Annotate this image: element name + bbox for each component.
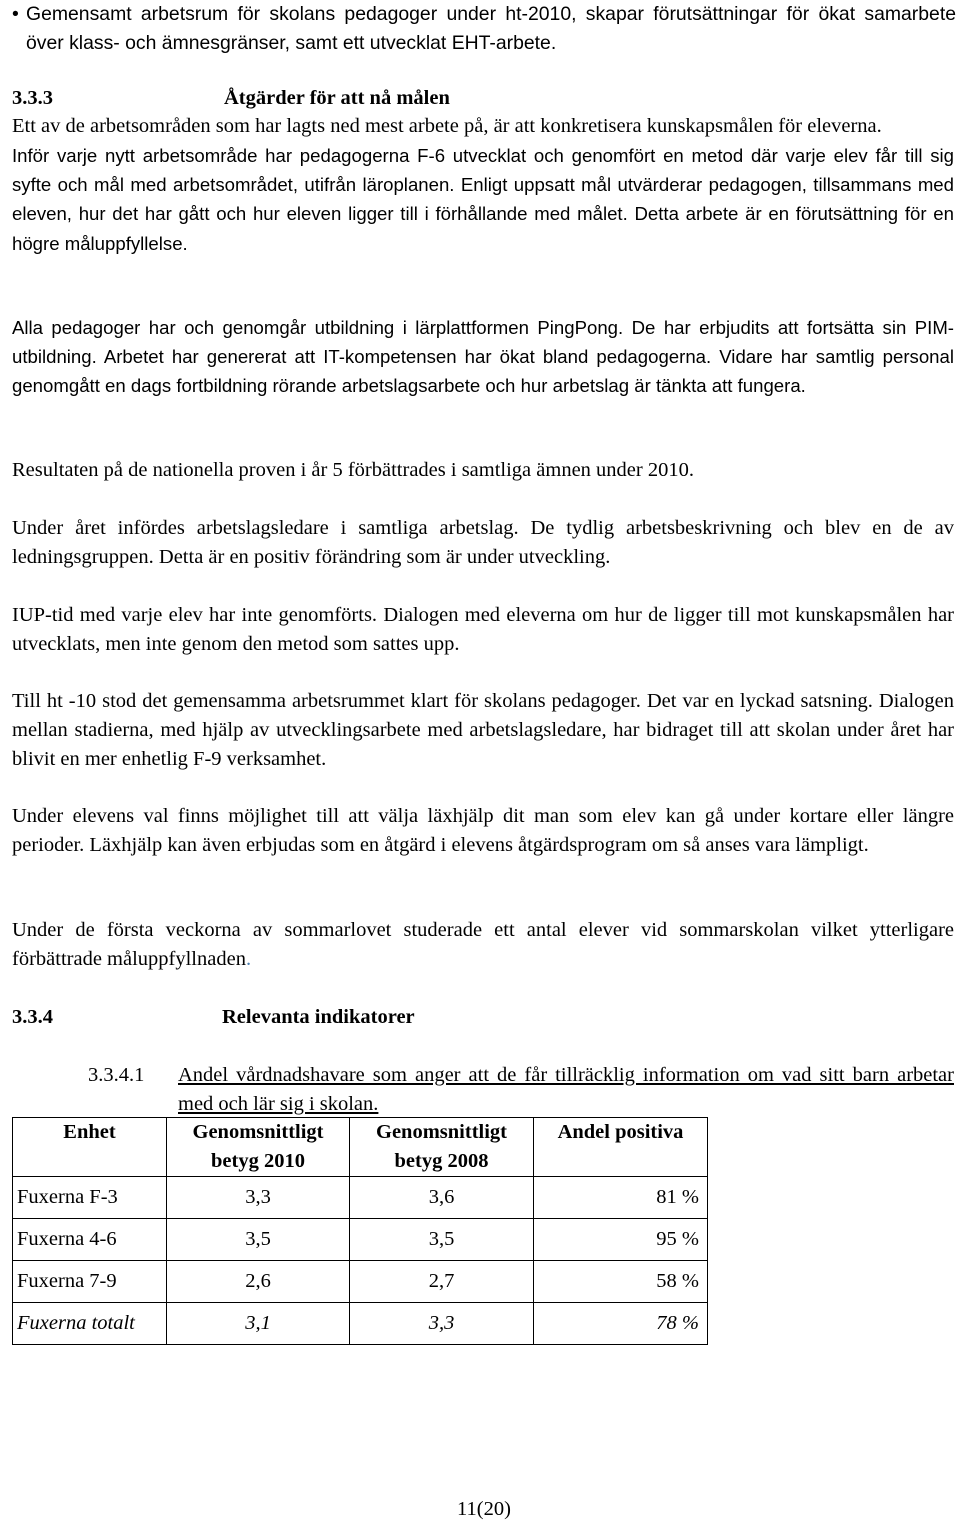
- table-cell-andel: 95 %: [534, 1219, 708, 1261]
- paragraph-arbetsrum: Till ht -10 stod det gemensamma arbetsrummet klart för skolans pedagoger. Det var en lyckad satsning. Dialogen mellan stadierna, med hjälp av utvecklingsarbete med arbetslagsledare, har bidraget till att skolan under året har blivit en mer enhetlig F-9 verksamhet.: [12, 690, 954, 770]
- paragraph-iup-tid: IUP-tid med varje elev har inte genomförts. Dialogen med eleverna om hur de ligger till mot kunskapsmålen har utvecklats, men inte genom den metod som sattes upp.: [12, 604, 954, 655]
- table-cell-unit: Fuxerna totalt: [13, 1303, 167, 1345]
- page-number: 11(20): [457, 1498, 511, 1520]
- table-cell-betyg-2010: 3,5: [167, 1219, 350, 1261]
- paragraph-laxhjalp: Under elevens val finns möjlighet till att välja läxhjälp dit man som elev kan gå under kortare eller längre perioder. Läxhjälp kan även erbjudas som en åtgärd i elevens åtgärdsprogram om så anses vara lämpligt.: [12, 805, 954, 856]
- section-334-title: Relevanta indikatorer: [222, 1006, 415, 1028]
- table-row-total: [13, 1303, 708, 1345]
- bullet-symbol: •: [12, 3, 19, 25]
- bullet-text: Gemensamt arbetsrum för skolans pedagoger under ht-2010, skapar förutsättningar för ökat samarbete över klass- och ämnesgränser, samt ett utvecklat EHT-arbete.: [26, 3, 956, 54]
- table-cell-betyg-2008: 3,3: [350, 1303, 534, 1345]
- paragraph-sommarskola-period: .: [245, 948, 252, 970]
- indicator-table: [12, 1117, 708, 1345]
- paragraph-sommarskola-text: Under de första veckorna av sommarlovet studerade ett antal elever vid sommarskolan vilket ytterligare förbättrade måluppfyllnaden: [12, 919, 954, 970]
- table-cell-betyg-2008: 2,7: [350, 1261, 534, 1303]
- table-cell-andel: 81 %: [534, 1177, 708, 1219]
- table-row: [13, 1261, 708, 1303]
- table-cell-betyg-2010: 2,6: [167, 1261, 350, 1303]
- section-333-title: Åtgärder för att nå målen: [224, 87, 450, 109]
- paragraph-arbetslagsledare: Under året infördes arbetslagsledare i samtliga arbetslag. De tydlig arbetsbeskrivning och blev en de av ledningsgruppen. Detta är en positiv förändring som är under utveckling.: [12, 517, 954, 568]
- subsection-3341-title: Andel vårdnadshavare som anger att de får tillräcklig information om vad sitt barn arbetar med och lär sig i skolan.: [178, 1064, 954, 1115]
- table-cell-unit: Fuxerna F-3: [13, 1177, 167, 1219]
- table-cell-betyg-2010: 3,1: [167, 1303, 350, 1345]
- paragraph-arbetsomrade: Inför varje nytt arbetsområde har pedagogerna F-6 utvecklat och genomfört en metod där varje elev får till sig syfte och mål med arbetsområdet, utifrån läroplanen. Enligt uppsatt mål utvärderar pedagogen, tillsammans med eleven, hur det har gått och hur eleven ligger till i förhållande med målet. Detta arbete är en förutsättning för en högre måluppfyllelse.: [12, 145, 954, 254]
- table-row: [13, 1177, 708, 1219]
- section-334-number: 3.3.4: [12, 1006, 53, 1028]
- table-header-cell: Andel positiva: [534, 1118, 708, 1177]
- table-header-cell: Genomsnittligt betyg 2010: [167, 1118, 350, 1177]
- paragraph-sommarskola: [12, 916, 954, 974]
- table-cell-unit: Fuxerna 7-9: [13, 1261, 167, 1303]
- table-cell-betyg-2008: 3,6: [350, 1177, 534, 1219]
- table-cell-unit: Fuxerna 4-6: [13, 1219, 167, 1261]
- subsection-3341-number: 3.3.4.1: [88, 1064, 145, 1086]
- table-cell-andel: 78 %: [534, 1303, 708, 1345]
- section-333-number: 3.3.3: [12, 87, 53, 109]
- table-header-row: [13, 1118, 708, 1177]
- table-header-cell: Genomsnittligt betyg 2008: [350, 1118, 534, 1177]
- table-header-cell: Enhet: [13, 1118, 167, 1177]
- bullet-item: [12, 0, 956, 58]
- paragraph-kunskapsmal: Ett av de arbetsområden som har lagts ned mest arbete på, är att konkretisera kunskapsmålen för eleverna.: [12, 115, 882, 137]
- table-cell-betyg-2010: 3,3: [167, 1177, 350, 1219]
- table-cell-betyg-2008: 3,5: [350, 1219, 534, 1261]
- paragraph-nationella-prov: Resultaten på de nationella proven i år 5 förbättrades i samtliga ämnen under 2010.: [12, 459, 694, 481]
- table-cell-andel: 58 %: [534, 1261, 708, 1303]
- table-row: [13, 1219, 708, 1261]
- paragraph-pingpong: Alla pedagoger har och genomgår utbildning i lärplattformen PingPong. De har erbjudits att fortsätta sin PIM-utbildning. Arbetet har genererat att IT-kompetensen har ökat bland pedagogerna. Vidare har samtlig personal genomgått en dags fortbildning rörande arbetslagsarbete och hur arbetslag är tänkta att fungera.: [12, 317, 954, 397]
